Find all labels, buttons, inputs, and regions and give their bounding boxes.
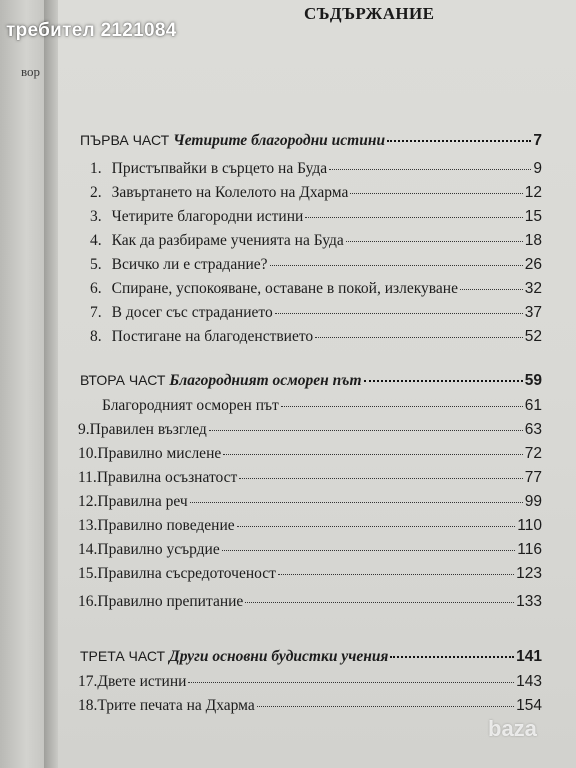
toc-chapter-row <box>90 160 542 184</box>
chapter-title: Правилно поведение <box>97 517 235 534</box>
part-prefix: ТРЕТА ЧАСТ <box>80 648 166 664</box>
watermark-text: требител 2121084 <box>6 20 177 41</box>
chapter-number: 3. <box>90 208 102 225</box>
toc-chapter-row <box>78 517 542 541</box>
chapter-title: Правилна реч <box>97 493 188 510</box>
chapter-number: 7. <box>90 304 102 321</box>
leader-dots <box>270 265 523 266</box>
chapter-page-number: 99 <box>524 493 542 510</box>
toc-page <box>58 0 576 768</box>
chapter-title: Завъртането на Колелото на Дхарма <box>111 184 349 201</box>
left-page-text-fragment: вор <box>20 64 40 79</box>
chapter-page-number: 123 <box>516 565 542 582</box>
leader-dots <box>350 193 522 194</box>
leader-dots <box>387 140 531 142</box>
leader-dots <box>281 406 523 407</box>
chapter-title: В досег със страданието <box>111 304 273 321</box>
leader-dots <box>390 656 514 658</box>
leader-dots <box>460 289 523 290</box>
chapter-page-number: 61 <box>524 397 542 414</box>
chapter-page-number: 52 <box>524 328 542 345</box>
chapter-title: Всичко ли е страдание? <box>111 256 268 273</box>
chapter-title: Благородният осморен път <box>102 397 279 414</box>
chapter-page-number: 26 <box>524 256 542 273</box>
chapter-number: 18. <box>78 697 98 714</box>
left-page-edge <box>0 0 44 768</box>
chapter-title: Четирите благородни истини <box>111 208 304 225</box>
leader-dots <box>223 454 523 455</box>
chapter-number: 15. <box>78 565 98 582</box>
leader-dots <box>188 682 514 683</box>
chapter-number: 16. <box>78 593 98 610</box>
toc-chapter-row <box>90 208 542 232</box>
part-title: Благородният осморен път <box>169 372 362 389</box>
toc-chapter-row <box>90 328 542 352</box>
chapter-page-number: 63 <box>524 421 542 438</box>
leader-dots <box>329 169 531 170</box>
book-gutter <box>44 0 58 768</box>
toc-chapter-row <box>78 469 542 493</box>
toc-chapter-row <box>78 565 542 589</box>
chapter-title: Пристъпвайки в сърцето на Буда <box>111 160 328 177</box>
part-title: Други основни будистки учения <box>169 648 389 665</box>
chapter-title: Правилно усърдие <box>97 541 220 558</box>
leader-dots <box>315 337 523 338</box>
chapter-title: Спиране, успокояване, оставане в покой, излекуване <box>111 280 458 297</box>
leader-dots <box>190 502 523 503</box>
chapter-page-number: 37 <box>524 304 542 321</box>
leader-dots <box>237 526 516 527</box>
leader-dots <box>278 574 514 575</box>
chapter-page-number: 143 <box>516 673 542 690</box>
chapter-page-number: 110 <box>517 517 542 534</box>
toc-chapter-row <box>102 397 542 421</box>
leader-dots <box>364 380 523 382</box>
leader-dots <box>257 706 514 707</box>
chapter-number: 4. <box>90 232 102 249</box>
toc-chapter-row <box>78 697 542 721</box>
part-page-number: 7 <box>533 132 542 149</box>
chapter-number: 11. <box>78 469 97 486</box>
chapter-number: 12. <box>78 493 98 510</box>
chapter-title: Правилно мислене <box>97 445 222 462</box>
leader-dots <box>209 430 523 431</box>
leader-dots <box>305 217 522 218</box>
toc-chapter-row <box>78 673 542 697</box>
chapter-number: 8. <box>90 328 102 345</box>
chapter-page-number: 18 <box>524 232 542 249</box>
chapter-title: Двете истини <box>97 673 187 690</box>
chapter-number: 6. <box>90 280 102 297</box>
chapter-number: 5. <box>90 256 102 273</box>
chapter-title: Правилно препитание <box>97 593 244 610</box>
toc-part-row <box>80 648 542 672</box>
chapter-title: Постигане на благоденствието <box>111 328 314 345</box>
toc-title: СЪДЪРЖАНИЕ <box>304 4 435 23</box>
part-page-number: 59 <box>524 372 542 389</box>
leader-dots <box>222 550 516 551</box>
chapter-page-number: 12 <box>524 184 542 201</box>
toc-chapter-row <box>90 256 542 280</box>
chapter-title: Как да разбираме ученията на Буда <box>111 232 344 249</box>
chapter-page-number: 9 <box>533 160 542 177</box>
toc-chapter-row <box>78 421 542 445</box>
chapter-page-number: 116 <box>517 541 542 558</box>
chapter-page-number: 72 <box>524 445 542 462</box>
toc-chapter-row <box>90 304 542 328</box>
chapter-number: 1. <box>90 160 102 177</box>
chapter-number: 17. <box>78 673 98 690</box>
toc-chapter-row <box>90 280 542 304</box>
chapter-page-number: 77 <box>524 469 542 486</box>
part-prefix: ПЪРВА ЧАСТ <box>80 132 170 148</box>
toc-chapter-row <box>90 184 542 208</box>
leader-dots <box>245 602 514 603</box>
chapter-page-number: 32 <box>524 280 542 297</box>
chapter-number: 10. <box>78 445 98 462</box>
chapter-number: 13. <box>78 517 98 534</box>
chapter-title: Трите печата на Дхарма <box>97 697 255 714</box>
toc-chapter-row <box>78 593 542 617</box>
leader-dots <box>239 478 522 479</box>
leader-dots <box>275 313 523 314</box>
part-page-number: 141 <box>516 648 542 665</box>
part-title: Четирите благородни истини <box>173 132 386 149</box>
chapter-title: Правилна съсредоточеност <box>97 565 276 582</box>
watermark-logo: baza <box>488 716 537 741</box>
chapter-number: 14. <box>78 541 98 558</box>
chapter-number: 2. <box>90 184 102 201</box>
toc-chapter-row <box>90 232 542 256</box>
chapter-page-number: 154 <box>516 697 542 714</box>
toc-chapter-row <box>78 541 542 565</box>
chapter-number: 9. <box>78 421 90 438</box>
chapter-title: Правилна осъзнатост <box>96 469 238 486</box>
part-prefix: ВТОРА ЧАСТ <box>80 372 166 388</box>
leader-dots <box>346 241 523 242</box>
chapter-title: Правилен възглед <box>89 421 207 438</box>
toc-chapter-row <box>78 493 542 517</box>
toc-part-row <box>80 132 542 156</box>
toc-part-row <box>80 372 542 396</box>
chapter-page-number: 133 <box>516 593 542 610</box>
toc-chapter-row <box>78 445 542 469</box>
chapter-page-number: 15 <box>524 208 542 225</box>
